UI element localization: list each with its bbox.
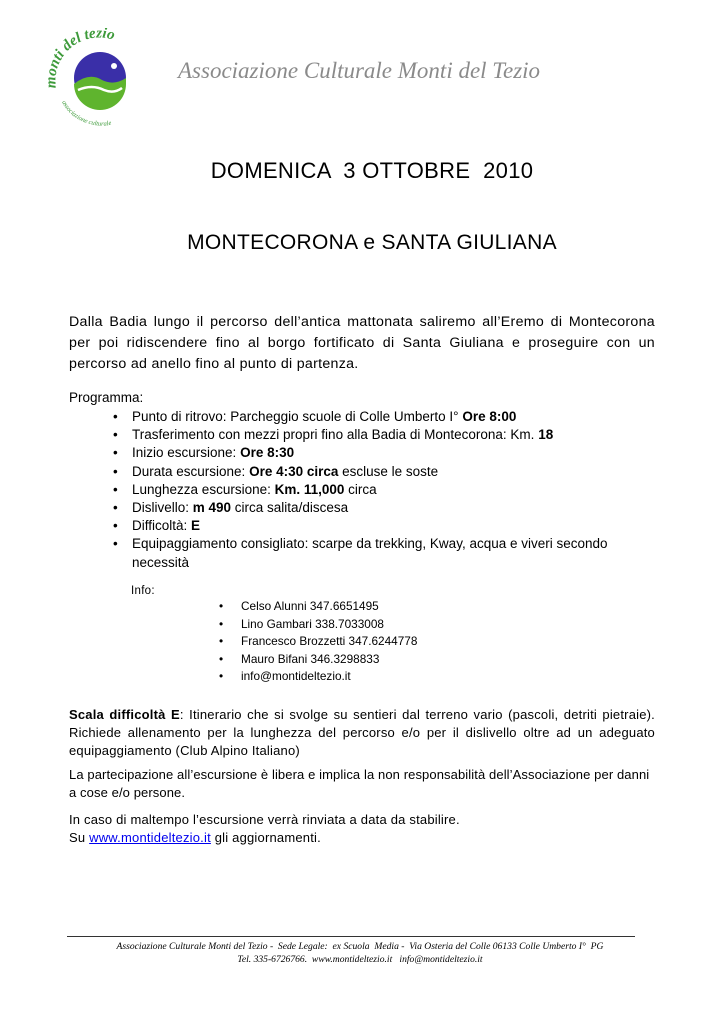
info-contact [219, 633, 417, 651]
footer-line2: Tel. 335-6726766. www.montideltezio.it info@montideltezio.it [237, 954, 483, 965]
event-date: DOMENICA 3 OTTOBRE 2010 [210, 158, 534, 183]
bullet-icon: • [219, 599, 224, 613]
program-item-bold: Km. 11,000 [274, 481, 345, 497]
program-item-text: Inizio escursione: [132, 445, 241, 461]
bullet-icon: • [113, 518, 118, 534]
program-item-text: Durata escursione: [132, 463, 250, 479]
info-contact-text: Mauro Bifani 346.3298833 [241, 651, 380, 666]
info-contact-text: Celso Alunni 347.6651495 [241, 599, 379, 613]
program-item [107, 408, 667, 426]
bullet-icon: • [219, 651, 224, 666]
program-item-bold: Ore 4:30 circa [249, 463, 339, 479]
program-item [107, 481, 667, 499]
program-item-bold: 18 [538, 427, 554, 443]
footer [60, 940, 660, 966]
bullet-icon: • [113, 463, 118, 479]
program-list [107, 408, 667, 572]
info-contact-text: info@montideltezio.it [241, 669, 351, 683]
org-title: Associazione Culturale Monti del Tezio [178, 58, 541, 83]
program-item [107, 463, 667, 481]
info-contact [219, 651, 417, 669]
logo-arc-text: monti del tezio [44, 28, 117, 89]
updates-line [69, 829, 655, 847]
program-item [107, 517, 667, 535]
participation-note: La partecipazione all’escursione è libera e implica la non responsabilità dell’Associazione per danni a cose e/o persone. [69, 767, 650, 800]
program-item-bold: Ore 8:00 [462, 409, 517, 424]
program-item [107, 499, 667, 517]
weather-note [69, 811, 655, 847]
logo [44, 28, 154, 132]
bullet-icon: • [113, 500, 118, 516]
program-item-text: Equipaggiamento consigliato: scarpe da trekking, Kway, acqua e viveri secondo necessità [132, 536, 612, 570]
program-item-text: Difficoltà: [132, 518, 192, 534]
bullet-icon: • [113, 427, 118, 443]
logo-graphic [44, 28, 154, 132]
updates-suffix: gli aggiornamenti. [210, 830, 321, 845]
program-item-bold: m 490 [192, 500, 232, 516]
info-label: Info: [131, 585, 155, 597]
info-contact [219, 616, 417, 634]
bullet-icon: • [113, 409, 118, 424]
info-contact [219, 668, 417, 686]
logo-sun [111, 63, 117, 69]
website-link[interactable]: www.montideltezio.it [89, 830, 211, 845]
updates-prefix: Su [69, 830, 90, 845]
bullet-icon: • [219, 634, 224, 648]
program-item-after: circa salita/discesa [231, 500, 349, 516]
bullet-icon: • [219, 616, 224, 631]
program-item-text: Punto di ritrovo: Parcheggio scuole di Colle Umberto I° [132, 409, 463, 424]
info-list [219, 598, 417, 686]
info-contact-text: Francesco Brozzetti 347.6244778 [241, 634, 418, 648]
program-item-text: Trasferimento con mezzi propri fino alla Badia di Montecorona: Km. [132, 427, 539, 443]
program-item-text: Dislivello: [132, 500, 193, 516]
bullet-icon: • [113, 536, 118, 552]
logo-bottom-text: associazione culturale [60, 99, 112, 128]
info-contact [219, 598, 417, 616]
bullet-icon: • [219, 669, 224, 683]
intro-paragraph: Dalla Badia lungo il percorso dell’antica mattonata saliremo all’Eremo di Montecorona per poi ridiscendere fino al borgo fortificato di Santa Giuliana e proseguire con un percorso ad anello fino al punto di partenza. [69, 314, 655, 372]
program-item-text: Lunghezza escursione: [132, 481, 275, 497]
event-title: MONTECORONA e SANTA GIULIANA [187, 231, 557, 254]
footer-line1: Associazione Culturale Monti del Tezio - Sede Legale: ex Scuola Media - Via Osteria del Colle 06133 Colle Umberto I° PG [116, 941, 604, 952]
bullet-icon: • [113, 481, 118, 497]
program-item [107, 426, 667, 444]
difficulty-scale-text: : Itinerario che si svolge su sentieri dal terreno vario (pascoli, detriti pietraie). Richiede allenamento per la lunghezza del percorso e/o per il dislivello oltre ad un adeguato equipaggiamento (Club Alpino Italiano) [69, 707, 655, 758]
info-contact-text: Lino Gambari 338.7033008 [241, 616, 384, 631]
weather-text: In caso di maltempo l’escursione verrà rinviata a data da stabilire. [69, 812, 460, 827]
difficulty-scale-label: Scala difficoltà E [69, 707, 180, 722]
program-item-bold: Ore 8:30 [240, 445, 295, 461]
program-item [107, 535, 667, 571]
logo-hill [74, 77, 126, 110]
footer-divider [67, 936, 635, 937]
program-item-after: escluse le soste [338, 463, 439, 479]
bullet-icon: • [113, 445, 118, 461]
program-label: Programma: [69, 390, 144, 405]
program-item-after: circa [344, 481, 377, 497]
program-item [107, 444, 667, 462]
program-item-bold: E [191, 518, 201, 534]
difficulty-scale [69, 706, 655, 760]
